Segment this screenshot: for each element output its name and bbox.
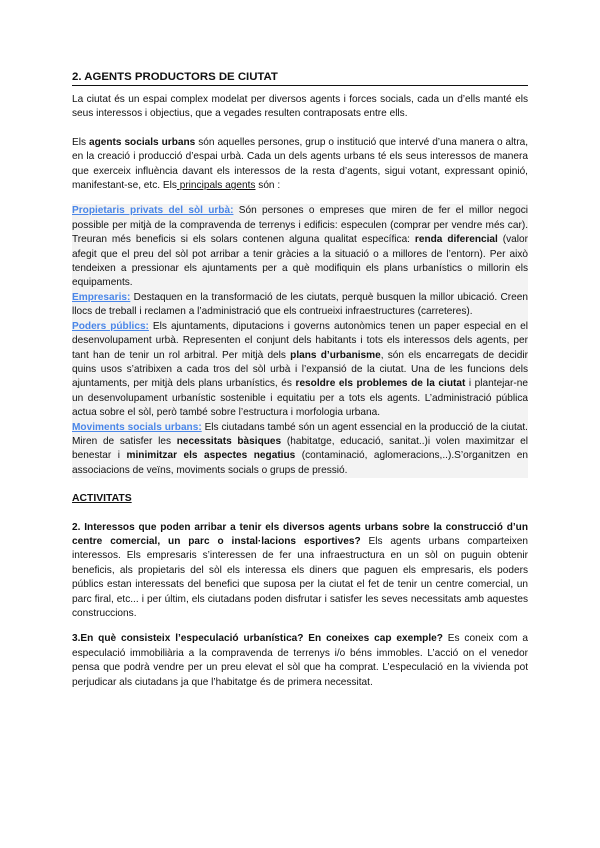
term-empresaris: Empresaris: [72, 291, 131, 303]
answer-3-text: Es coneix com a especulació immobiliària a la compravenda de terrenys i/o béns immobles. L’acció on el venedor pensa que podrà vendre per un preu elevat el sòl que ha comprat. L’especulació en la vivienda pot perjudicar als ciutadans ja que l’habitatge és de primera necessitat. [72, 633, 528, 688]
intro-paragraph: La ciutat és un espai complex modelat per diversos agents i forces socials, cada un d’ells manté els seus interessos i objectius, que a vegades resulten contraposats entre ells. [72, 94, 528, 120]
section-heading: 2. AGENTS PRODUCTORS DE CIUTAT [72, 70, 528, 86]
activity-question-3 [72, 632, 528, 690]
term-propietaris: Propietaris privats del sòl urbà: [72, 205, 234, 217]
agent-poders-publics: Poders públics: Els ajuntaments, diputacions i governs autonòmics tenen un paper especial en el desenvolupament urbà. Representen el conjunt dels habitants i tots els interessos dels agents, per tant han de tenir un rol arbitral. Per mitjà dels plans d’urbanisme, són els encarregats de decidir quins usos s’atribixen a cada tros del sòl urbà i l’expansió de la ciutat. Una de les funcions dels ajuntaments, per mitjà dels plans urbanístics, és resoldre els problemes de la ciutat i plantejar-ne un desenvolupament urbanístic sostenible i equitatiu per a tots els agents. L’administració pública actua sobre el sòl, però també sobre l’estructura i morfologia urbana. [72, 320, 528, 421]
document-body [72, 70, 528, 690]
term-poders-publics: Poders públics: [72, 320, 149, 332]
agents-paragraph: Els agents socials urbans són aquelles persones, grup o institució que intervé d’una manera o altra, en la creació i producció d’espai urbà. Cada un dels agents urbans té els seus interessos de manera que exerceix influència davant els interessos de la resta d’agents, sigui votant, expressant opinió, manifestant-se, etc. Els principals agents són : [72, 136, 528, 192]
agent-empresaris: Empresaris: Destaquen en la transformació de les ciutats, perquè busquen la millor ubicació. Creen llocs de treball i reclamen a l’administració que els contrueixi infraestructures (carreteres). [72, 291, 528, 320]
agent-moviments-socials: Moviments socials urbans: Els ciutadans també són un agent essencial en la producció de la ciutat. Miren de satisfer les necessitats bàsiques (habitatge, educació, sanitat..)i volen maximitzar el benestar i minimitzar els aspectes negatius (contaminació, aglomeracions,..).S’organitzen en associacions de veïns, moviments socials o grups de pressió. [72, 421, 528, 479]
term-moviments-socials: Moviments socials urbans: [72, 421, 202, 433]
activity-question-2 [72, 521, 528, 622]
answer-2-text: Els agents urbans comparteixen interessos. Els empresaris s’interessen de fer una infraestructura en un sòl on puguin obtenir beneficis, als propietaris del sòl els interessa els diners que paguen els empresaris, els poders públics estan interessats del benefici que suposa per la ciutat el fet de tenir un centre comercial, un parc firal, etc... i per últim, els ciutadans poden disfrutar i satisfer les seves necessitats amb aquestes construccions. [72, 535, 528, 619]
agent-propietaris: Propietaris privats del sòl urbà: Són persones o empreses que miren de fer el millor negoci possible per mitjà de la compravenda de terrenys i edificis: especulen (comprar per vendre més car). Treuran més beneficis si els solars contenen alguna qualitat específica: renda diferencial (valor afegit que el preu del sòl pot arribar a tenir gràcies a la situació o a millores de l’entorn). Per això tendeixen a pressionar els ajuntaments per a què modifiquin els plans urbanístics o millorin els equipaments. [72, 204, 528, 290]
question-3-text: 3.En què consisteix l’especulació urbanística? En coneixes cap exemple? [72, 633, 443, 645]
agents-list [72, 204, 528, 478]
question-2-text: 2. Interessos que poden arribar a tenir els diversos agents urbans sobre la construcció d’un centre comercial, un parc o instal·lacions esportives? [72, 521, 528, 547]
activities-heading: ACTIVITATS [72, 493, 132, 505]
